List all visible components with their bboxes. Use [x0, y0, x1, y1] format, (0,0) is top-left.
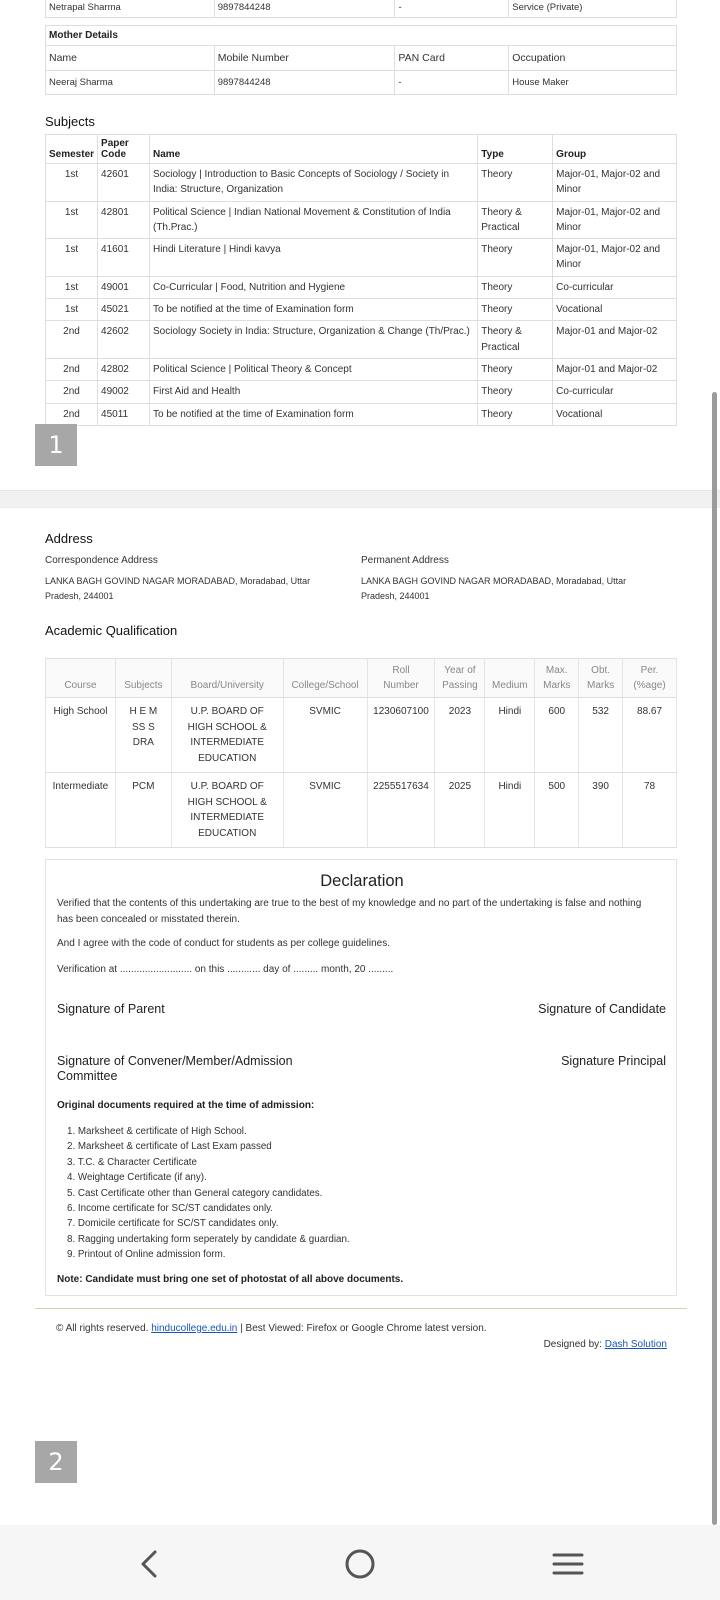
academic-course-cell: Intermediate [46, 773, 116, 848]
subject-type: Theory [478, 164, 553, 202]
table-row [46, 46, 677, 71]
list-item: 4. Weightage Certificate (if any). [67, 1172, 207, 1184]
subject-name: Political Science | Indian National Movement & Constitution of India (Th.Prac.) [149, 201, 477, 239]
subject-group: Major-01 and Major-02 [553, 321, 677, 359]
academic-obt-cell: 532 [579, 698, 623, 773]
subject-group: Major-01, Major-02 and Minor [553, 164, 677, 202]
subject-name: Sociology | Introduction to Basic Concepts of Sociology / Society in India: Structure, Organization [149, 164, 477, 202]
academic-course-cell: High School [46, 698, 116, 773]
academic-per-cell: 88.67 [623, 698, 677, 773]
academic-max-cell: 500 [535, 773, 579, 848]
vertical-scrollbar[interactable] [712, 392, 717, 1525]
paper-code-header-top: Paper [101, 138, 129, 149]
mother-details-heading: Mother Details [46, 26, 677, 46]
table-row [46, 26, 677, 46]
subject-semester: 2nd [46, 358, 98, 380]
subject-semester: 2nd [46, 381, 98, 403]
page-number-badge: 1 [35, 424, 77, 466]
mother-pan: - [395, 71, 509, 95]
academic-subjects-cell: PCM [115, 773, 171, 848]
year-header [435, 659, 485, 698]
paper-code-header [98, 135, 150, 164]
subject-name: First Aid and Health [149, 381, 477, 403]
subject-name: Political Science | Political Theory & Concept [149, 358, 477, 380]
subject-paper-code: 42801 [98, 201, 150, 239]
academic-college-cell: SVMIC [283, 773, 367, 848]
back-button[interactable] [119, 1539, 179, 1589]
course-header: Course [46, 659, 116, 698]
subject-type: Theory [478, 299, 553, 321]
year-header-line1: Year of [444, 665, 476, 676]
table-row [46, 403, 677, 425]
table-row [46, 299, 677, 321]
subjects-title: Subjects [45, 114, 95, 129]
page-number-badge: 2 [35, 1441, 77, 1483]
declaration-text: Verified that the contents of this undertaking are true to the best of my knowledge and no part of the undertaking is false and nothing has been concealed or misstated therein. [57, 898, 642, 925]
academic-board-cell: U.P. BOARD OF HIGH SCHOOL & INTERMEDIATE EDUCATION [171, 698, 283, 773]
permanent-address: LANKA BAGH GOVIND NAGAR MORADABAD, Moradabad, Uttar Pradesh, 244001 [361, 576, 627, 601]
table-header-row [46, 135, 677, 164]
subject-type: Theory [478, 403, 553, 425]
mother-occupation: House Maker [509, 71, 677, 95]
table-row [46, 276, 677, 298]
paper-code-header-bottom: Code [101, 149, 127, 160]
subject-semester: 1st [46, 201, 98, 239]
subject-semester: 2nd [46, 321, 98, 359]
subject-group: Major-01, Major-02 and Minor [553, 201, 677, 239]
signature-convener: Signature of Convener/Member/Admission Committee [57, 1054, 293, 1083]
max-header-line2: Marks [543, 680, 571, 691]
academic-medium-cell: Hindi [485, 773, 535, 848]
subject-type: Theory [478, 239, 553, 277]
subjects-table [45, 134, 677, 426]
documents-list [67, 1124, 350, 1263]
list-item: 1. Marksheet & certificate of High School. [67, 1126, 247, 1137]
code-of-conduct-text: And I agree with the code of conduct for students as per college guidelines. [57, 938, 390, 949]
correspondence-address-label: Correspondence Address [45, 555, 158, 566]
declaration-title: Declaration [320, 872, 404, 890]
signature-candidate: Signature of Candidate [538, 1002, 666, 1016]
recents-lines-icon [551, 1551, 585, 1577]
subject-paper-code: 49002 [98, 381, 150, 403]
subject-type: Theory & Practical [478, 201, 553, 239]
list-item: 8. Ragging undertaking form seperately by candidate & guardian. [67, 1233, 350, 1245]
father-details-table [45, 0, 677, 18]
list-item: 2. Marksheet & certificate of Last Exam passed [67, 1141, 272, 1153]
table-row [46, 773, 677, 848]
academic-max-cell: 600 [535, 698, 579, 773]
list-item: 9. Printout of Online admission form. [67, 1249, 226, 1261]
obt-marks-header [579, 659, 623, 698]
list-item: 6. Income certificate for SC/ST candidates only. [67, 1203, 274, 1215]
academic-per-cell: 78 [623, 773, 677, 848]
mother-details-table [45, 25, 677, 95]
subject-paper-code: 42802 [98, 358, 150, 380]
subject-semester: 1st [46, 239, 98, 277]
subject-group: Co-curricular [553, 381, 677, 403]
back-chevron-icon [137, 1549, 161, 1579]
table-row [46, 71, 677, 95]
subject-paper-code: 45021 [98, 299, 150, 321]
signature-parent: Signature of Parent [57, 1002, 165, 1016]
table-row [46, 321, 677, 359]
medium-header: Medium [485, 659, 535, 698]
table-row [46, 698, 677, 773]
best-viewed-text: | Best Viewed: Firefox or Google Chrome latest version. [240, 1323, 487, 1334]
mother-name-header: Name [46, 46, 215, 71]
subject-semester: 2nd [46, 403, 98, 425]
print-page-1 [0, 0, 720, 490]
per-header-line2: (%age) [633, 680, 666, 691]
table-row [46, 239, 677, 277]
subject-semester: 1st [46, 164, 98, 202]
academic-board-cell: U.P. BOARD OF HIGH SCHOOL & INTERMEDIATE EDUCATION [171, 773, 283, 848]
type-header: Type [478, 135, 553, 164]
percentage-header [623, 659, 677, 698]
footer-copyright [56, 1323, 487, 1334]
address-title: Address [45, 531, 93, 546]
father-name: Netrapal Sharma [46, 0, 215, 18]
table-row [46, 358, 677, 380]
mother-name: Neeraj Sharma [46, 71, 215, 95]
subject-type: Theory [478, 358, 553, 380]
academic-year-cell: 2023 [435, 698, 485, 773]
subject-paper-code: 42602 [98, 321, 150, 359]
subject-type: Theory [478, 276, 553, 298]
year-header-line2: Passing [442, 680, 478, 691]
table-row [46, 381, 677, 403]
subject-name: Co-Curricular | Food, Nutrition and Hygiene [149, 276, 477, 298]
subject-paper-code: 45011 [98, 403, 150, 425]
academic-subjects-cell: H E M SS S DRA [115, 698, 171, 773]
academic-college-cell: SVMIC [283, 698, 367, 773]
subject-paper-code: 42601 [98, 164, 150, 202]
table-header-row [46, 659, 677, 698]
designer-link[interactable]: Dash Solution [604, 1339, 667, 1350]
permanent-address-label: Permanent Address [361, 555, 449, 566]
print-page-2 [0, 508, 720, 1525]
per-header-line1: Per. [640, 665, 659, 676]
mother-mobile: 9897844248 [214, 71, 395, 95]
subject-group: Vocational [553, 403, 677, 425]
college-header: College/School [283, 659, 367, 698]
subject-name: Sociology Society in India: Structure, Organization & Change (Th/Prac.) [149, 321, 477, 359]
table-row [46, 164, 677, 202]
list-item: 7. Domicile certificate for SC/ST candidates only. [67, 1218, 279, 1230]
declaration-box [45, 859, 677, 1296]
home-button[interactable] [330, 1539, 390, 1589]
father-occupation: Service (Private) [509, 0, 677, 18]
documents-note: Note: Candidate must bring one set of photostat of all above documents. [57, 1274, 404, 1285]
recents-button[interactable] [538, 1539, 598, 1589]
academic-title: Academic Qualification [45, 623, 178, 638]
copyright-text: © All rights reserved. [56, 1323, 149, 1334]
verification-line: Verification at .......................... on this ............ day of ......... month, 20 ......... [57, 964, 394, 975]
subject-name: Hindi Literature | Hindi kavya [149, 239, 477, 277]
group-header: Group [553, 135, 677, 164]
subject-semester: 1st [46, 299, 98, 321]
max-marks-header [535, 659, 579, 698]
roll-header-line2: Number [383, 680, 419, 691]
subject-group: Major-01, Major-02 and Minor [553, 239, 677, 277]
list-item: 3. T.C. & Character Certificate [67, 1156, 197, 1168]
documents-heading: Original documents required at the time of admission: [57, 1100, 315, 1111]
board-header: Board/University [171, 659, 283, 698]
subject-group: Major-01 and Major-02 [553, 358, 677, 380]
designed-by-label: Designed by: [543, 1339, 602, 1350]
signature-principal: Signature Principal [561, 1054, 666, 1068]
system-navigation-bar [0, 1525, 720, 1600]
subject-name: To be notified at the time of Examination form [149, 299, 477, 321]
academic-table [45, 658, 677, 848]
subjects-header: Subjects [115, 659, 171, 698]
subject-group: Co-curricular [553, 276, 677, 298]
table-row [46, 0, 677, 18]
roll-header [367, 659, 435, 698]
mother-mobile-header: Mobile Number [214, 46, 395, 71]
subject-group: Vocational [553, 299, 677, 321]
list-item: 5. Cast Certificate other than General category candidates. [67, 1187, 323, 1199]
footer-divider [35, 1308, 687, 1309]
academic-roll-cell: 2255517634 [367, 773, 435, 848]
subject-type: Theory & Practical [478, 321, 553, 359]
correspondence-address: LANKA BAGH GOVIND NAGAR MORADABAD, Moradabad, Uttar Pradesh, 244001 [45, 576, 311, 601]
academic-obt-cell: 390 [579, 773, 623, 848]
home-circle-icon [344, 1548, 376, 1580]
roll-header-line1: Roll [392, 665, 410, 676]
subject-name: To be notified at the time of Examination form [149, 403, 477, 425]
academic-year-cell: 2025 [435, 773, 485, 848]
subject-type: Theory [478, 381, 553, 403]
academic-medium-cell: Hindi [485, 698, 535, 773]
obt-header-line2: Marks [587, 680, 615, 691]
footer-designer [544, 1339, 667, 1350]
subject-paper-code: 41601 [98, 239, 150, 277]
semester-header: Semester [46, 135, 98, 164]
father-mobile: 9897844248 [214, 0, 395, 18]
page-separator [0, 490, 720, 508]
table-row [46, 201, 677, 239]
subject-semester: 1st [46, 276, 98, 298]
max-header-line1: Max. [545, 665, 568, 676]
college-website-link[interactable]: hinducollege.edu.in [151, 1323, 238, 1334]
father-pan: - [395, 0, 509, 18]
mother-occupation-header: Occupation [509, 46, 677, 71]
obt-header-line1: Obt. [591, 665, 611, 676]
subject-paper-code: 49001 [98, 276, 150, 298]
academic-roll-cell: 1230607100 [367, 698, 435, 773]
subject-name-header: Name [149, 135, 477, 164]
mother-pan-header: PAN Card [395, 46, 509, 71]
